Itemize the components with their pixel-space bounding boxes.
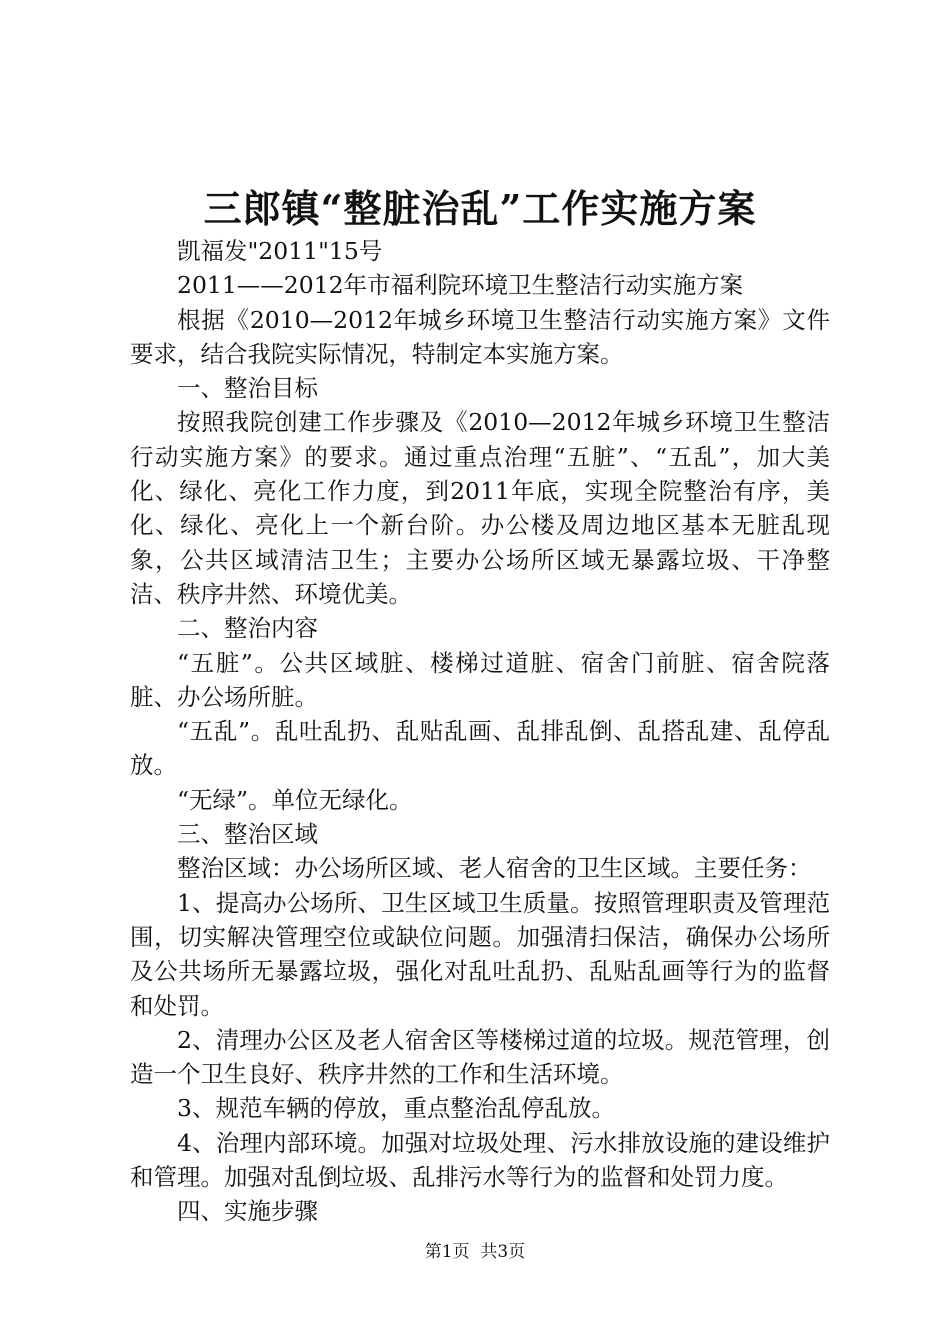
page-footer xyxy=(0,1240,950,1264)
page-number: 第1页 xyxy=(424,1242,470,1262)
section-heading-content: 二、整治内容 xyxy=(177,614,318,643)
task-item-3: 3、规范车辆的停放，重点整治乱停乱放。 xyxy=(177,1094,615,1123)
no-green-paragraph: “无绿”。单位无绿化。 xyxy=(177,785,413,814)
areas-paragraph: 整治区域：办公场所区域、老人宿舍的卫生区域。主要任务： xyxy=(177,854,812,883)
goals-paragraph: 按照我院创建工作步骤及《2010—2012年城乡环境卫生整洁行动实施方案》的要求。通过重点治理“五脏”、“五乱”，加大美化、绿化、亮化工作力度，到2011年底，实现全院整治有序，美化、绿化、亮化上一个新台阶。办公楼及周边地区基本无脏乱现象，公共区域清洁卫生；主要办公场所区域无暴露垃圾、干净整洁、秩序井然、环境优美。 xyxy=(130,408,830,608)
task-item-1: 1、提高办公场所、卫生区域卫生质量。按照管理职责及管理范围，切实解决管理空位或缺位问题。加强清扫保洁，确保办公场所及公共场所无暴露垃圾，强化对乱吐乱扔、乱贴乱画等行为的监督和处罚。 xyxy=(130,888,830,1020)
intro-paragraph: 根据《2010—2012年城乡环境卫生整洁行动实施方案》文件要求，结合我院实际情况，特制定本实施方案。 xyxy=(130,305,830,368)
task-item-2: 2、清理办公区及老人宿舍区等楼梯过道的垃圾。规范管理，创造一个卫生良好、秩序井然的工作和生活环境。 xyxy=(130,1025,830,1089)
five-dirty-paragraph: “五脏”。公共区域脏、楼梯过道脏、宿舍门前脏、宿舍院落脏、办公场所脏。 xyxy=(130,648,830,711)
section-heading-steps: 四、实施步骤 xyxy=(177,1197,318,1226)
page-total: 共3页 xyxy=(480,1242,526,1262)
document-number: 凯福发"2011"15号 xyxy=(177,237,383,265)
task-item-4: 4、治理内部环境。加强对垃圾处理、污水排放设施的建设维护和管理。加强对乱倒垃圾、乱排污水等行为的监督和处罚力度。 xyxy=(130,1128,830,1192)
document-body xyxy=(130,234,830,1229)
document-title: 三郎镇“整脏治乱”工作实施方案 xyxy=(203,186,757,231)
five-chaos-paragraph: “五乱”。乱吐乱扔、乱贴乱画、乱排乱倒、乱搭乱建、乱停乱放。 xyxy=(130,717,830,780)
section-heading-goals: 一、整治目标 xyxy=(177,374,318,403)
section-heading-areas: 三、整治区域 xyxy=(177,820,318,849)
plan-subtitle: 2011——2012年市福利院环境卫生整洁行动实施方案 xyxy=(177,271,744,300)
